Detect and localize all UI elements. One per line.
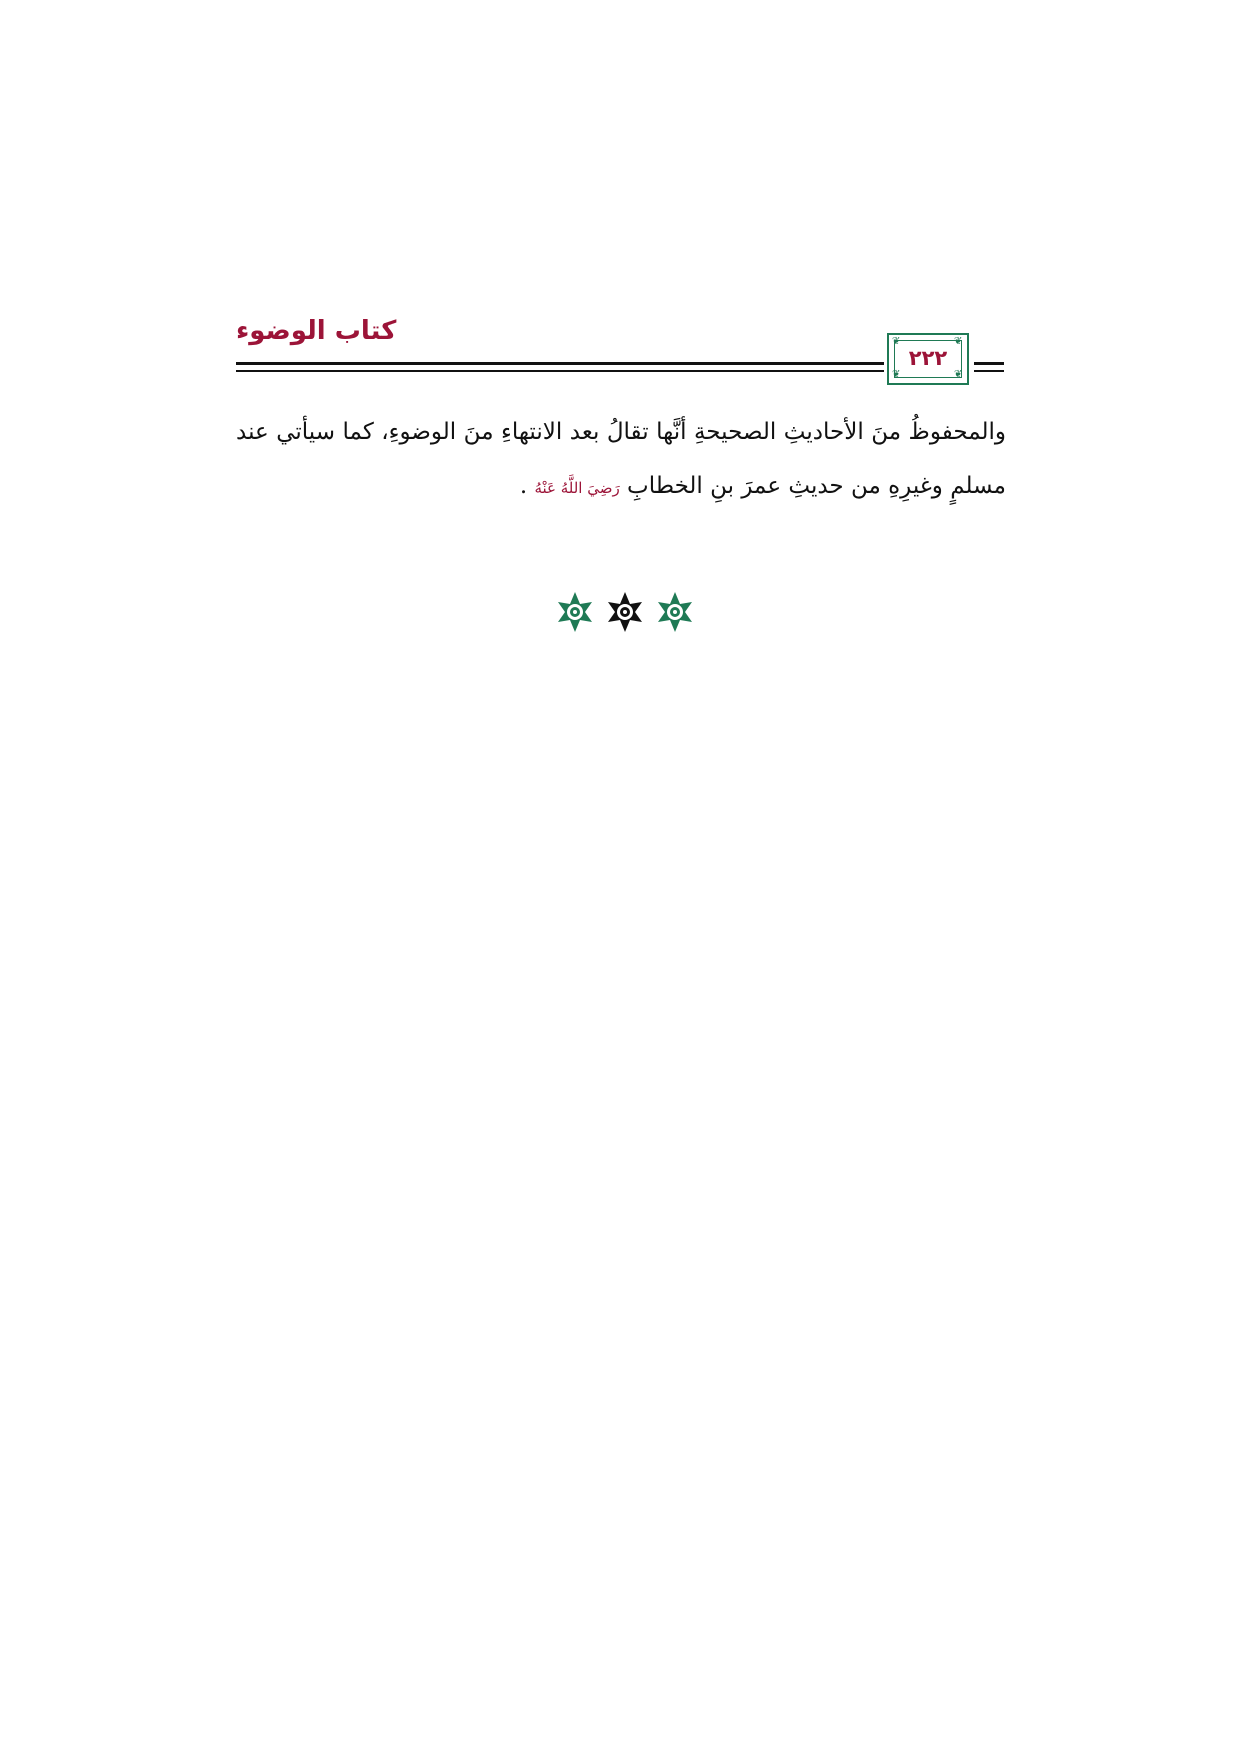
corner-flourish-icon: ❦ [954, 369, 963, 380]
page-number: ٢٢٢ [908, 346, 948, 370]
page-number-frame [887, 333, 969, 385]
corner-flourish-icon: ❦ [892, 369, 901, 380]
end-punctuation: . [519, 473, 528, 499]
green-star-ornament-icon [558, 592, 592, 632]
section-end-ornaments [555, 590, 695, 634]
corner-flourish-icon: ❦ [954, 336, 963, 347]
header-rule-short [974, 362, 1004, 372]
black-star-ornament-icon [608, 592, 642, 632]
corner-flourish-icon: ❦ [892, 336, 901, 347]
paragraph-text: والمحفوظُ منَ الأحاديثِ الصحيحةِ أنَّها تقالُ بعد الانتهاءِ منَ الوضوءِ، كما سيأتي عند مسلمٍ وغيرِهِ من حديثِ عمرَ بنِ الخطابِ [236, 419, 1006, 499]
header-rule [236, 362, 884, 372]
green-star-ornament-icon [658, 592, 692, 632]
honorific-glyph: رَضِيَ اللَّهُ عَنْهُ [534, 479, 620, 497]
chapter-title: كتاب الوضوء [236, 316, 397, 346]
body-paragraph [236, 405, 1006, 515]
